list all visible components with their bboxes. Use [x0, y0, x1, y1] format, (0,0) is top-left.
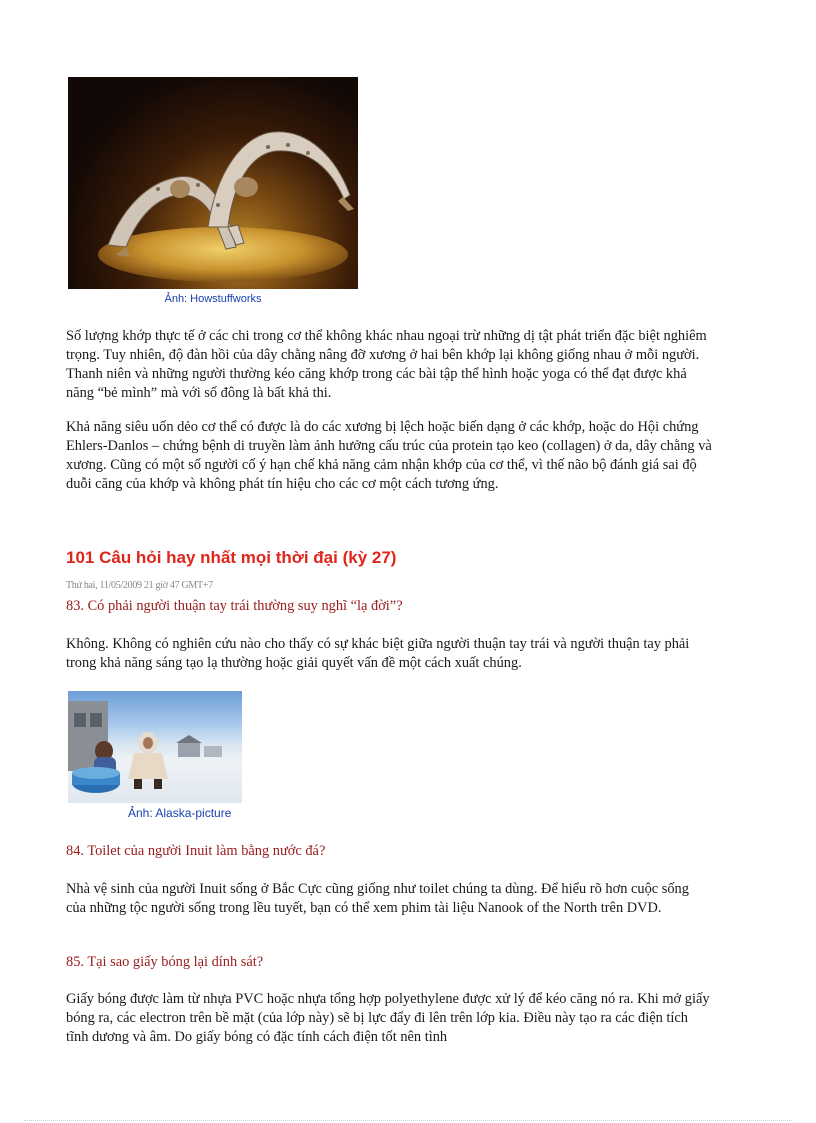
- question-85: 85. Tại sao giấy bóng lại dính sát?: [66, 954, 264, 970]
- photo2-caption: Ảnh: Alaska-picture: [128, 806, 232, 820]
- answer-84: Nhà vệ sinh của người Inuit sống ở Bắc Cực cũng giống như toilet chúng ta dùng. Để hiểu rõ hơn cuộc sống của những tộc người sống trong lều tuyết, bạn có thể xem phim tài liệu Nanook of the North trên DVD.: [66, 881, 689, 916]
- footer-divider: [24, 1120, 792, 1121]
- alaska-scene: [68, 691, 242, 803]
- dateline: Thứ hai, 11/05/2009 21 giờ 47 GMT+7: [66, 580, 213, 591]
- question-84: 84. Toilet của người Inuit làm bằng nước đá?: [66, 843, 326, 859]
- paragraph-hypermobility: Khả năng siêu uốn dẻo cơ thể có được là do các xương bị lệch hoặc biến dạng ở các khớp, hoặc do Hội chứng Ehlers-Danlos – chứng bệnh di truyền làm ảnh hưởng cấu trúc của protein tạo keo (collagen) ở da, dây chằng và xương. Cũng có một số người cố ý hạn chế khả năng cảm nhận khớp của cơ thể, vì thế não bộ đánh giá sai độ duỗi căng của khớp và không phát tín hiệu cho các cơ một cách tương ứng.: [66, 419, 712, 492]
- question-83: 83. Có phải người thuận tay trái thường suy nghĩ “lạ đời”?: [66, 598, 403, 614]
- acrobats-photo: [68, 77, 358, 289]
- answer-83: Không. Không có nghiên cứu nào cho thấy có sự khác biệt giữa người thuận tay trái và người thuận tay phải trong khả năng sáng tạo lạ thường hoặc giải quyết vấn đề một cách xuất chúng.: [66, 636, 690, 671]
- paragraph-joints: Số lượng khớp thực tế ở các chi trong cơ thể không khác nhau ngoại trừ những dị tật phát triển đặc biệt nghiêm trọng. Tuy nhiên, độ đàn hồi của dây chằng nâng đỡ xương ở hai bên khớp lại không giống nhau ở mỗi người. Thanh niên và những người thường kéo căng khớp trong các bài tập thể hình hoặc yoga có thể đạt được khả năng “bẻ mình” mà với số đông là bất khả thi.: [66, 328, 707, 401]
- answer-85: Giấy bóng được làm từ nhựa PVC hoặc nhựa tổng hợp polyethylene được xử lý để kéo căng nó ra. Khi mở giấy bóng ra, các electron trên bề mặt (của lớp này) sẽ bị lực đẩy đi lên trên lớp kia. Điều này tạo ra các điện tích tĩnh dương và âm. Do giấy bóng có đặc tính cách điện tốt nên tình: [66, 991, 710, 1045]
- section-title[interactable]: 101 Câu hỏi hay nhất mọi thời đại (kỳ 27): [66, 548, 397, 567]
- inuit-children-photo: [68, 691, 242, 803]
- photo1-caption: Ảnh: Howstuffworks: [164, 293, 262, 305]
- acrobat-figures: [68, 77, 358, 289]
